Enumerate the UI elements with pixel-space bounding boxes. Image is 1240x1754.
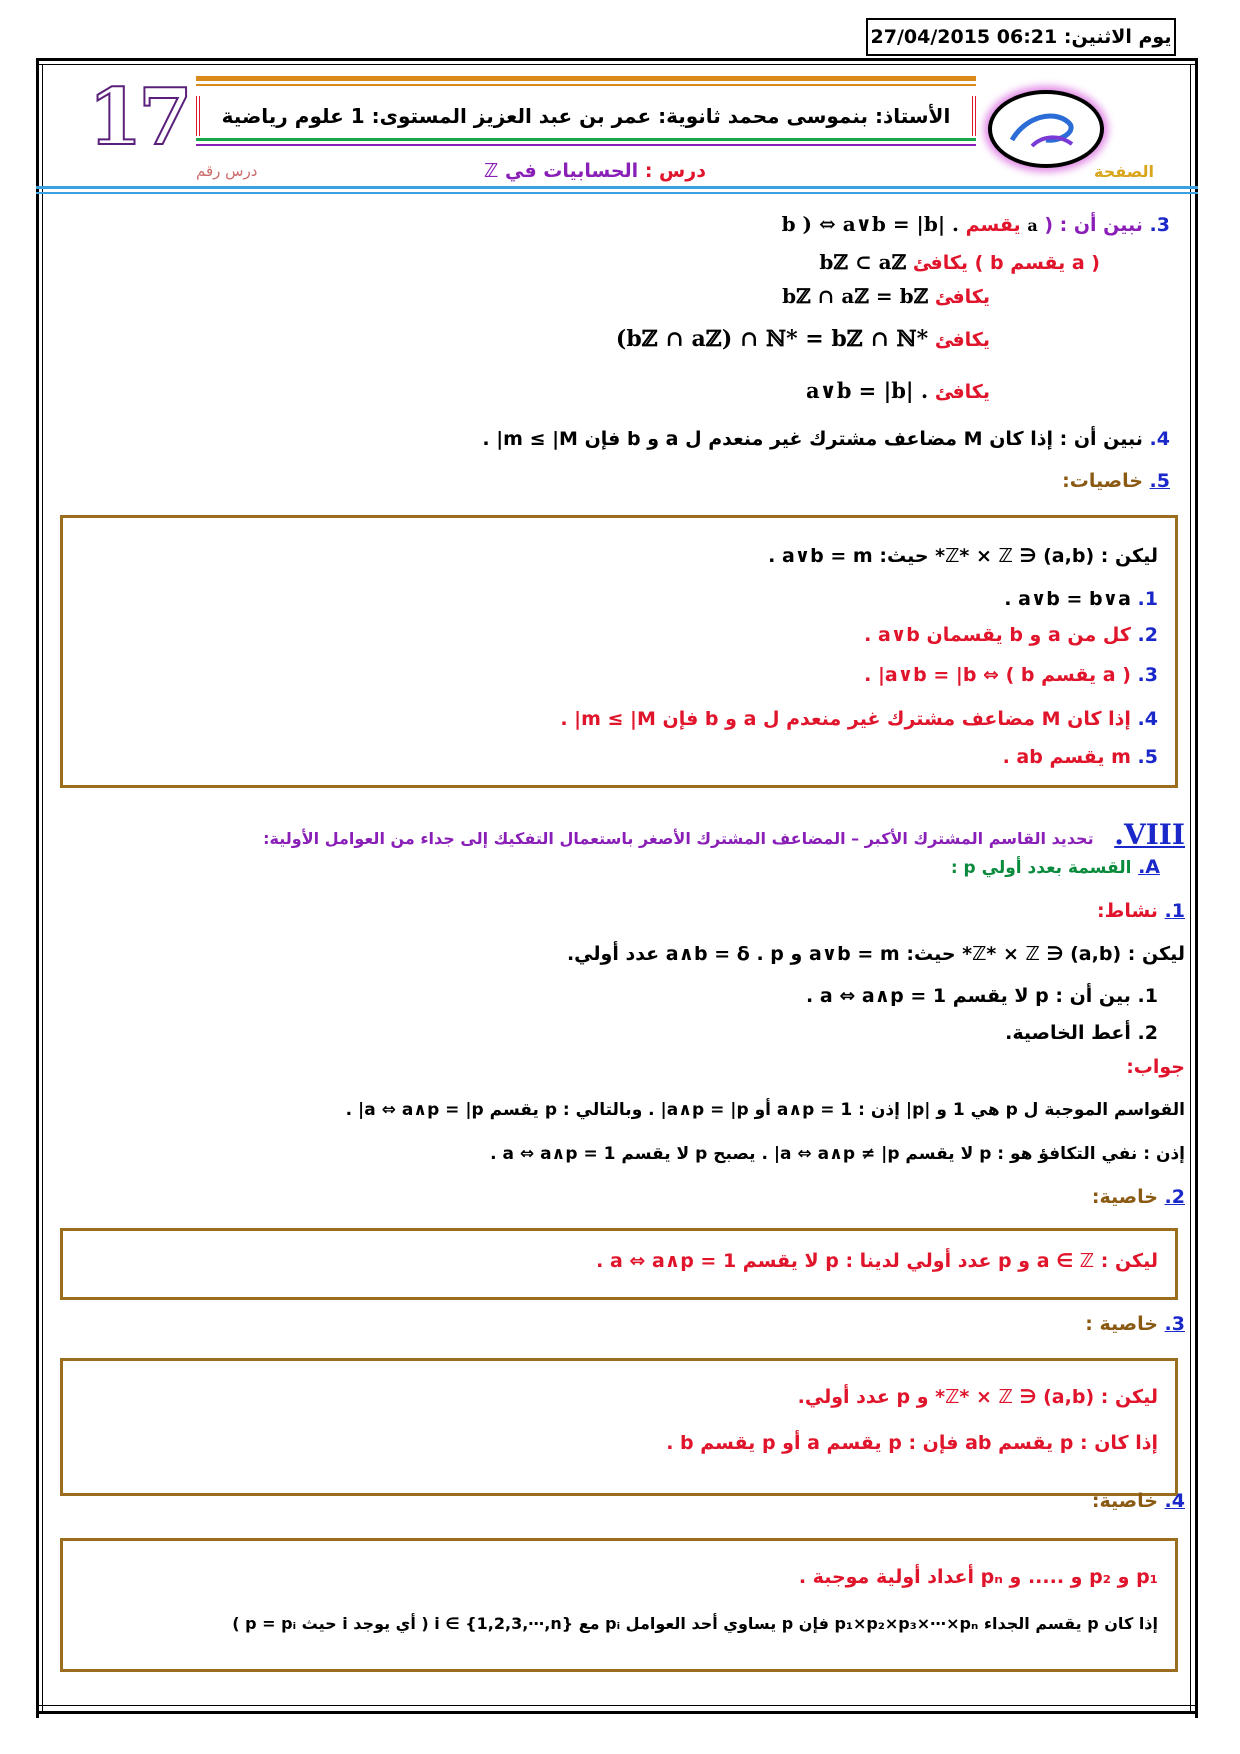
part3-step-2-label: يكافئ bbox=[934, 286, 990, 308]
prop4-num: 4. bbox=[1164, 1490, 1185, 1512]
section5-item-5-text: m يقسم ab . bbox=[1002, 746, 1131, 768]
bottom-frame-line bbox=[36, 1705, 1198, 1706]
prop3-line1 bbox=[798, 1386, 1158, 1408]
prop3-box bbox=[60, 1358, 1178, 1496]
prop4-line1-text: p₁ و p₂ و ..... و pₙ أعداد أولية موجبة . bbox=[798, 1566, 1158, 1588]
lesson-label: درس : bbox=[644, 160, 706, 182]
part3-step-1-formula: bℤ ⊂ aℤ bbox=[819, 250, 907, 274]
left-frame-line bbox=[36, 58, 39, 1718]
activity-answer-1-text: القواسم الموجبة ل p هي 1 و |p| إذن : a∧p = 1 أو a∧p = |p| . وبالتالي : p يقسم a ⇔ a∧p = |p| . bbox=[345, 1100, 1185, 1120]
top-frame-line-2 bbox=[36, 64, 1198, 65]
section8-subA-num: A. bbox=[1138, 856, 1160, 878]
date-value: 27/04/2015 06:21 bbox=[870, 26, 1058, 48]
section5-item-5 bbox=[1003, 746, 1158, 768]
activity-q2 bbox=[1005, 1022, 1158, 1044]
header-bar-green bbox=[196, 138, 976, 141]
section5-item-1 bbox=[1004, 588, 1158, 610]
logo-swirl-icon bbox=[992, 94, 1100, 164]
part3-divides: يقسم bbox=[965, 214, 1021, 236]
section5-item-2 bbox=[864, 624, 1158, 646]
part3-step-4-label: يكافئ bbox=[934, 381, 990, 403]
activity-q1-text: بين أن : p لا يقسم a ⇔ a∧p = 1 . bbox=[806, 985, 1131, 1007]
activity-title: نشاط: bbox=[1096, 900, 1158, 922]
activity-intro bbox=[567, 943, 1185, 965]
part3-step-3-label: يكافئ bbox=[934, 329, 990, 351]
section5-item-1-text: a∨b = b∨a . bbox=[1004, 588, 1131, 610]
part3-step-1 bbox=[819, 250, 1100, 274]
section5-item-2-text: كل من a و b يقسمان a∨b . bbox=[864, 624, 1131, 646]
part3-lead: نبين أن : ( bbox=[1044, 214, 1143, 236]
prop4-box bbox=[60, 1538, 1178, 1672]
header-bar-orange bbox=[196, 76, 976, 81]
date-box bbox=[866, 18, 1176, 56]
lesson-title: الحسابيات في ℤ bbox=[484, 160, 639, 182]
lesson-heading bbox=[430, 160, 760, 182]
section5-intro-text: ليكن : (a,b) ∈ ℤ* × ℤ* حيث: a∨b = m . bbox=[768, 545, 1158, 567]
header-blue-line-2 bbox=[36, 192, 1198, 194]
activity-q1-num: 1. bbox=[1137, 985, 1158, 1007]
section5-item-3-num: 3. bbox=[1137, 664, 1158, 686]
prop3-num: 3. bbox=[1164, 1313, 1185, 1335]
prop3-line2-text: إذا كان : p يقسم ab فإن : p يقسم a أو p يقسم b . bbox=[666, 1432, 1158, 1454]
part3-step-1-prefix: ( a يقسم b ) bbox=[974, 252, 1100, 274]
part3-step-3-formula: (bℤ ∩ aℤ) ∩ ℕ* = bℤ ∩ ℕ* bbox=[615, 326, 929, 352]
prop3-line1-text: ليكن : (a,b) ∈ ℤ* × ℤ* و p عدد أولي. bbox=[797, 1386, 1158, 1408]
part3-step-1-label: يكافئ bbox=[912, 252, 969, 274]
part3-formula: b ) ⇔ a∨b = |b| . bbox=[781, 212, 960, 236]
prop2-heading bbox=[1092, 1186, 1185, 1208]
section8-title: تحديد القاسم المشترك الأكبر – المضاعف المشترك الأصغر باستعمال التفكيك إلى جداء من العوامل الأولية: bbox=[263, 829, 1094, 848]
top-frame-line bbox=[36, 58, 1198, 61]
section5-intro bbox=[768, 545, 1158, 567]
prop2-num: 2. bbox=[1164, 1186, 1185, 1208]
left-frame-line-2 bbox=[42, 64, 43, 1714]
prop2-text-content: ليكن : a ∈ ℤ و p عدد أولي لدينا : p لا يقسم a ⇔ a∧p = 1 . bbox=[596, 1250, 1158, 1272]
section5-item-4 bbox=[560, 708, 1158, 730]
right-frame-line-2 bbox=[1190, 64, 1191, 1714]
section5-item-5-num: 5. bbox=[1137, 746, 1158, 768]
activity-answer-2-text: إذن : نفي التكافؤ هو : p لا يقسم a ⇔ a∧p ≠ |p| . يصبح p لا يقسم a ⇔ a∧p = 1 . bbox=[490, 1144, 1185, 1164]
part3-step-3 bbox=[616, 326, 990, 352]
section8-subA-title: القسمة بعدد أولي p : bbox=[950, 858, 1132, 878]
activity-q1 bbox=[806, 985, 1158, 1007]
section5-item-4-num: 4. bbox=[1137, 708, 1158, 730]
bottom-frame-line-2 bbox=[36, 1711, 1198, 1714]
prop4-line1 bbox=[799, 1566, 1158, 1588]
prop3-line2 bbox=[666, 1432, 1158, 1454]
part4-num: 4. bbox=[1149, 428, 1170, 450]
activity-answer-1 bbox=[346, 1100, 1185, 1120]
teacher-line-text: الأستاذ: بنموسى محمد ثانوية: عمر بن عبد العزيز المستوى: 1 علوم رياضية bbox=[221, 104, 951, 128]
part3-step-2-formula: bℤ ∩ aℤ = bℤ bbox=[782, 284, 929, 308]
section8-heading bbox=[263, 818, 1185, 851]
date-label: يوم الاثنين: bbox=[1063, 26, 1172, 48]
header-bar-orange-2 bbox=[196, 84, 976, 86]
section5-title: خاصيات: bbox=[1062, 470, 1143, 492]
prop4-line2 bbox=[232, 1614, 1158, 1633]
teacher-line bbox=[196, 96, 976, 136]
section8-num: VIII. bbox=[1114, 818, 1185, 851]
activity-answer-2 bbox=[490, 1144, 1185, 1164]
section5-heading bbox=[1062, 470, 1170, 492]
section8-subA bbox=[951, 856, 1160, 878]
header-bar-purple bbox=[196, 144, 976, 146]
header-blue-line bbox=[36, 186, 1198, 189]
activity-intro-text: ليكن : (a,b) ∈ ℤ* × ℤ* حيث: a∨b = m و a∧b = δ . p عدد أولي. bbox=[566, 943, 1185, 965]
lesson-number-label: درس رقم bbox=[196, 162, 258, 180]
activity-q2-num: 2. bbox=[1137, 1022, 1158, 1044]
section5-item-4-text: إذا كان M مضاعف مشترك غير منعدم ل a و b فإن m ≤ |M| . bbox=[560, 708, 1131, 730]
prop4-title: خاصية: bbox=[1091, 1490, 1158, 1512]
prop4-line2-text: إذا كان p يقسم الجداء p₁×p₂×p₃×⋯×pₙ فإن p يساوي أحد العوامل pᵢ مع i ∈ {1,2,3,⋯,n} ( أي يوجد i حيث p = pᵢ ) bbox=[232, 1614, 1158, 1633]
section5-item-1-num: 1. bbox=[1137, 588, 1158, 610]
page-number: 17 bbox=[88, 72, 189, 163]
prop3-title: خاصية : bbox=[1085, 1313, 1158, 1335]
section5-num: 5. bbox=[1149, 470, 1170, 492]
right-frame-line bbox=[1195, 58, 1198, 1718]
prop4-heading bbox=[1092, 1490, 1185, 1512]
page-label: الصفحة bbox=[1094, 162, 1155, 181]
activity-num: 1. bbox=[1164, 900, 1185, 922]
prop2-text bbox=[596, 1250, 1158, 1272]
prop3-heading bbox=[1085, 1313, 1185, 1335]
part4-text: نبين أن : إذا كان M مضاعف مشترك غير منعدم ل a و b فإن m ≤ |M| . bbox=[482, 428, 1143, 450]
part3-num: 3. bbox=[1149, 214, 1170, 236]
activity-q2-text: أعط الخاصية. bbox=[1005, 1022, 1131, 1044]
section5-item-3-text: ( a يقسم b ) ⇔ a∨b = |b| . bbox=[864, 664, 1131, 686]
part3-step-4 bbox=[806, 378, 990, 403]
prop2-title: خاصية: bbox=[1091, 1186, 1158, 1208]
section5-item-3 bbox=[864, 664, 1158, 686]
section5-item-2-num: 2. bbox=[1137, 624, 1158, 646]
activity-heading bbox=[1097, 900, 1185, 922]
logo bbox=[988, 90, 1104, 168]
part3-step-2 bbox=[782, 284, 990, 308]
part3-step-4-formula: a∨b = |b| . bbox=[806, 378, 929, 403]
activity-answer-label: جواب: bbox=[1126, 1056, 1185, 1078]
part3-line: 3. نبين أن : ( a يقسم b ) ⇔ a∨b = |b| . bbox=[781, 212, 1170, 236]
part4-line bbox=[482, 428, 1170, 450]
